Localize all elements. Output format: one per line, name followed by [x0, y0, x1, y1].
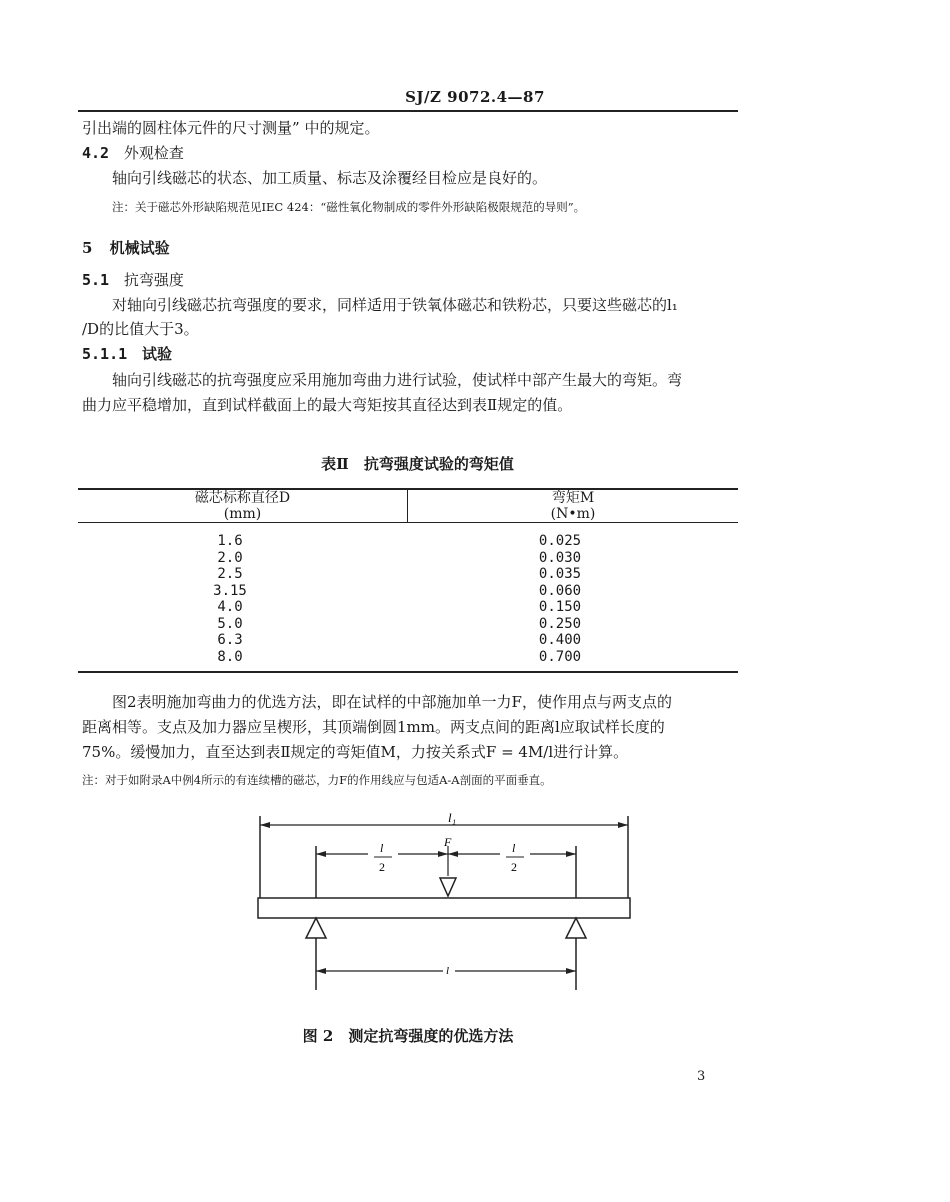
continued-line: 引出端的圆柱体元件的尺寸测量” 中的规定。 [82, 119, 380, 137]
right-support-wedge [566, 918, 586, 938]
load-wedge [440, 878, 456, 896]
paragraph: 轴向引线磁芯的状态、加工质量、标志及涂覆经目检应是良好的。 [112, 169, 548, 187]
label-half-den: 2 [511, 860, 517, 874]
section-number: 5.1 [82, 271, 110, 289]
table-cell: 0.150 [538, 599, 582, 615]
section-5-heading [82, 238, 170, 258]
table-cell: 0.035 [538, 566, 582, 582]
paragraph-line: 图2表明施加弯曲力的优选方法，即在试样的中部施加单一力F，使作用点与两支点的 [112, 693, 672, 711]
bending-test-diagram [250, 808, 640, 998]
section-5-1-1-heading [82, 344, 172, 364]
paragraph-line: 对轴向引线磁芯抗弯强度的要求，同样适用于铁氧体磁芯和铁粉芯，只要这些磁芯的l₁ [112, 296, 678, 314]
column-unit: (mm) [223, 506, 262, 522]
table-header-diameter [78, 490, 407, 522]
arrowhead [566, 968, 576, 974]
label-force: F [444, 835, 452, 849]
arrowhead [618, 822, 628, 828]
table-column-diameter [160, 533, 300, 665]
label-half-num: l [512, 841, 516, 855]
arrowhead [316, 968, 326, 974]
paragraph-line: 曲力应平稳增加，直到试样截面上的最大弯矩按其直径达到表Ⅱ规定的值。 [82, 396, 573, 414]
label-l: l [446, 965, 450, 977]
section-number: 5.1.1 [82, 345, 128, 363]
table-cell: 4.0 [217, 599, 243, 615]
label-half-den: 2 [379, 860, 385, 874]
table-cell: 3.15 [213, 582, 247, 599]
header-rule [78, 110, 738, 112]
table-caption: 表Ⅱ 抗弯强度试验的弯矩值 [321, 455, 514, 473]
column-unit: (N•m) [550, 506, 596, 522]
section-4-2-heading [82, 143, 184, 163]
document-number: SJ/Z 9072.4—87 [405, 88, 545, 106]
arrowhead [316, 851, 326, 857]
label-l1: l₁ [448, 810, 457, 825]
arrowhead [566, 851, 576, 857]
table-header-rule [78, 522, 738, 523]
paragraph-line: 距离相等。支点及加力器应呈楔形，其顶端倒圆1mm。两支点间的距离l应取试样长度的 [82, 718, 665, 736]
arrowhead [448, 851, 458, 857]
table-cell: 0.025 [538, 533, 582, 549]
table-cell: 0.060 [538, 582, 582, 599]
column-title: 磁芯标称直径D [194, 490, 291, 506]
section-title: 抗弯强度 [123, 271, 184, 289]
note: 注：关于磁芯外形缺陷规范见IEC 424：“磁性氧化物制成的零件外形缺陷极限规范的导则”。 [112, 200, 586, 214]
section-title: 机械试验 [109, 239, 170, 257]
table-cell: 0.400 [538, 632, 582, 648]
section-title: 试验 [141, 345, 172, 363]
table-cell: 1.6 [217, 533, 243, 549]
section-number: 4.2 [82, 144, 110, 162]
table-cell: 0.700 [538, 648, 582, 665]
paragraph-line: /D的比值大于3。 [82, 320, 199, 338]
section-5-1-heading [82, 270, 184, 290]
table-cell: 5.0 [217, 615, 243, 632]
table-cell: 2.5 [217, 566, 243, 582]
note: 注：对于如附录A中例4所示的有连续槽的磁芯，力F的作用线应与包适A-A剖面的平面垂直。 [82, 773, 552, 787]
section-title: 外观检查 [123, 144, 184, 162]
table-header-moment [408, 490, 738, 522]
table-column-moment [490, 533, 630, 665]
paragraph-line: 轴向引线磁芯的抗弯强度应采用施加弯曲力进行试验，使试样中部产生最大的弯矩。弯 [112, 371, 683, 389]
table-cell: 8.0 [217, 648, 243, 665]
table-cell: 6.3 [217, 632, 243, 648]
column-title: 弯矩M [551, 490, 595, 506]
table-cell: 2.0 [217, 549, 243, 566]
table-cell: 0.030 [538, 549, 582, 566]
left-support-wedge [306, 918, 326, 938]
table-cell: 0.250 [538, 615, 582, 632]
page-number: 3 [697, 1069, 706, 1084]
paragraph-line: 75%。缓慢加力，直至达到表Ⅱ规定的弯矩值M，力按关系式F = 4M/l进行计算。 [82, 743, 629, 761]
arrowhead [438, 851, 448, 857]
specimen-bar [258, 898, 630, 918]
section-number: 5 [82, 239, 93, 257]
table-bottom-rule [78, 671, 738, 673]
label-half-num: l [380, 841, 384, 855]
figure-caption: 图 2 测定抗弯强度的优选方法 [302, 1027, 514, 1045]
arrowhead [260, 822, 270, 828]
